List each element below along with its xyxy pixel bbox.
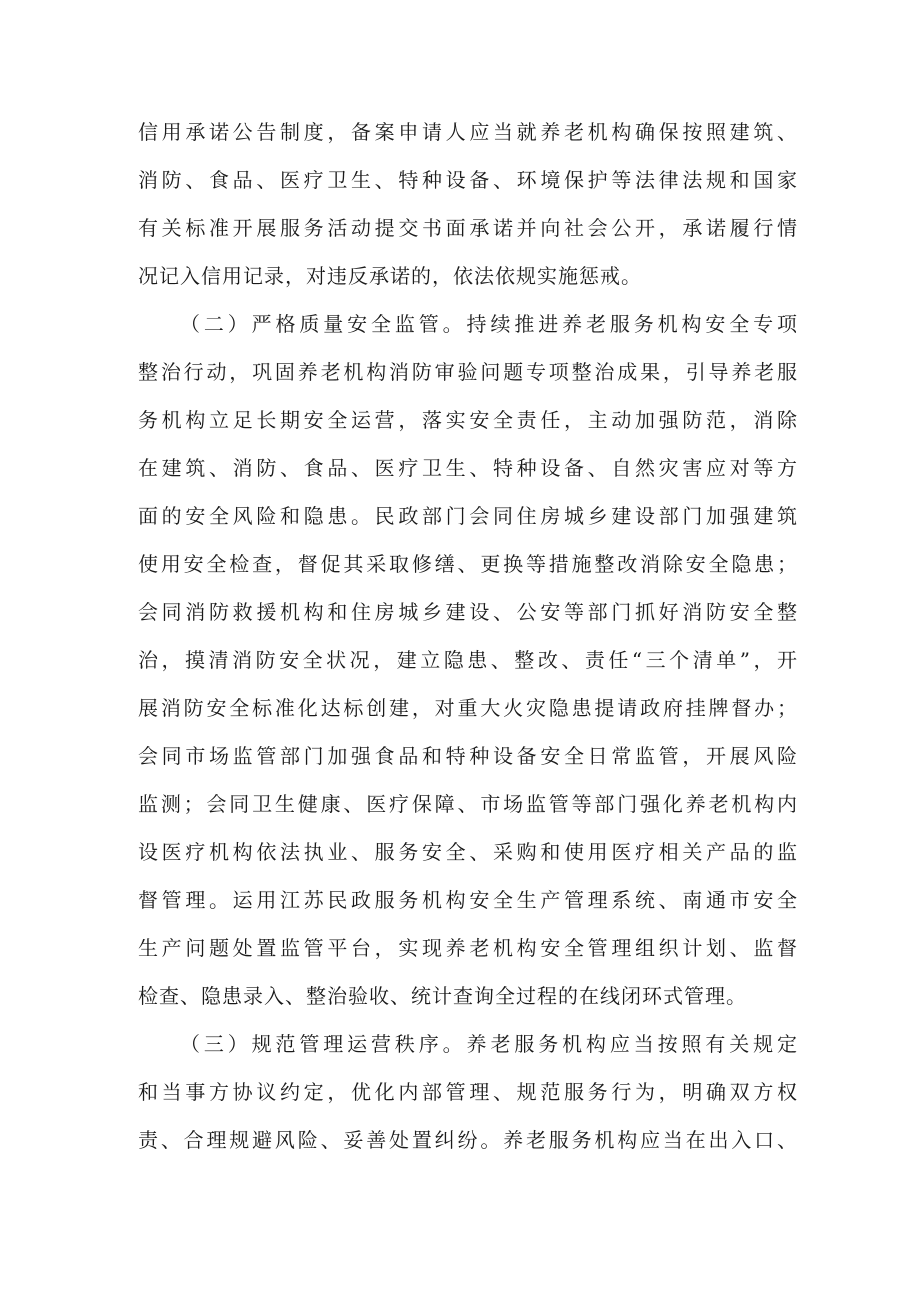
text-line: 会同消防救援机构和住房城乡建设、公安等部门抓好消防安全整 (138, 600, 798, 624)
text-line: 治，摸清消防安全状况，建立隐患、整改、责任“三个清单”，开 (138, 648, 798, 672)
text-line: 督管理。运用江苏民政服务机构安全生产管理系统、南通市安全 (138, 888, 798, 912)
section-heading-line: （二）严格质量安全监管。持续推进养老服务机构安全专项 (180, 312, 798, 336)
text-line: 会同市场监管部门加强食品和特种设备安全日常监管，开展风险 (138, 744, 798, 768)
text-line: 在建筑、消防、食品、医疗卫生、特种设备、自然灾害应对等方 (138, 456, 798, 480)
text-line: 使用安全检查，督促其采取修缮、更换等措施整改消除安全隐患； (138, 552, 798, 576)
text-line: 责、合理规避风险、妥善处置纠纷。养老服务机构应当在出入口、 (138, 1128, 798, 1152)
text-line: 有关标准开展服务活动提交书面承诺并向社会公开，承诺履行情 (138, 216, 798, 240)
text-line: 况记入信用记录，对违反承诺的，依法依规实施惩戒。 (138, 264, 642, 288)
text-line: 检查、隐患录入、整治验收、统计查询全过程的在线闭环式管理。 (138, 984, 747, 1008)
text-line: 信用承诺公告制度，备案申请人应当就养老机构确保按照建筑、 (138, 120, 798, 144)
text-line: 面的安全风险和隐患。民政部门会同住房城乡建设部门加强建筑 (138, 504, 798, 528)
text-line: 务机构立足长期安全运营，落实安全责任，主动加强防范，消除 (138, 408, 798, 432)
text-line: 设医疗机构依法执业、服务安全、采购和使用医疗相关产品的监 (138, 840, 798, 864)
text-line: 整治行动，巩固养老机构消防审验问题专项整治成果，引导养老服 (138, 360, 798, 384)
text-line: 和当事方协议约定，优化内部管理、规范服务行为，明确双方权 (138, 1080, 798, 1104)
text-line: 监测；会同卫生健康、医疗保障、市场监管等部门强化养老机构内 (138, 792, 798, 816)
text-line: 消防、食品、医疗卫生、特种设备、环境保护等法律法规和国家 (138, 168, 798, 192)
text-line: 生产问题处置监管平台，实现养老机构安全管理组织计划、监督 (138, 936, 798, 960)
body-text (138, 108, 798, 1164)
section-heading-line: （三）规范管理运营秩序。养老服务机构应当按照有关规定 (180, 1032, 798, 1056)
text-line: 展消防安全标准化达标创建，对重大火灾隐患提请政府挂牌督办； (138, 696, 798, 720)
